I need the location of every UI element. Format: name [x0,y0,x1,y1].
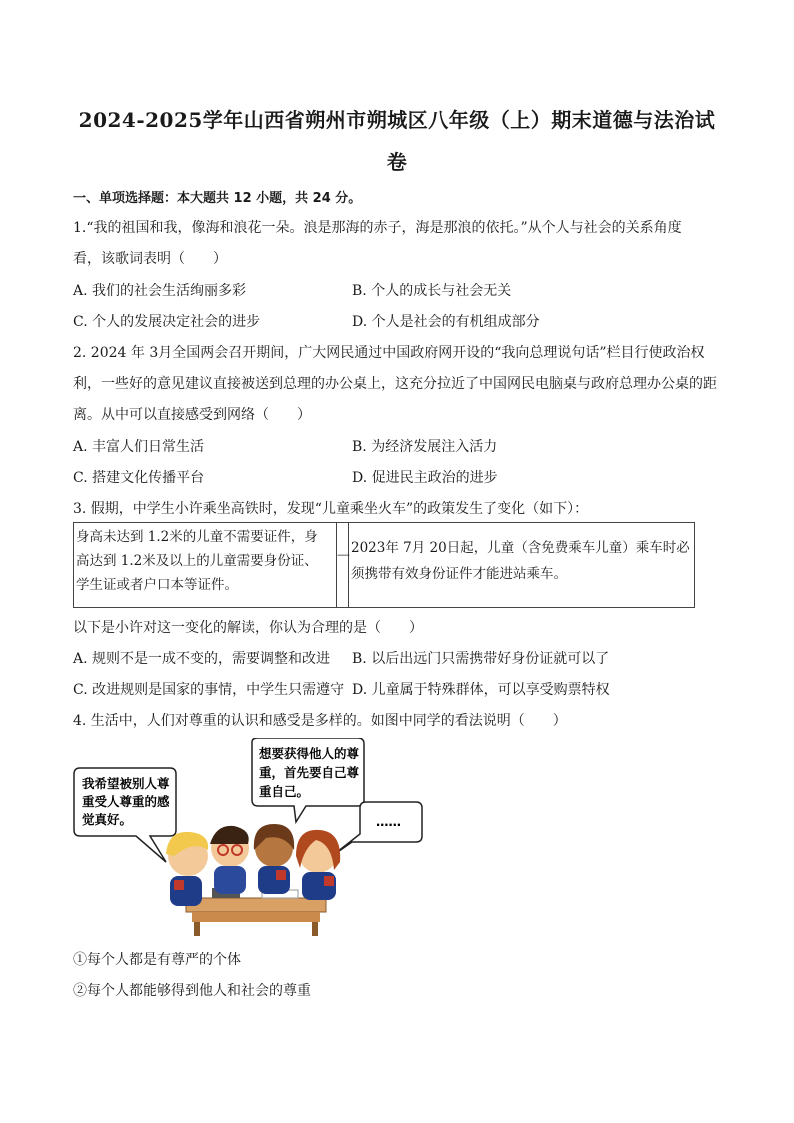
q2-option-b: B. 为经济发展注入活力 [352,439,498,455]
old-rule-cell [74,523,337,608]
q2-stem-line3: 离。从中可以直接感受到网络（ ） [73,407,311,423]
right-arrow-icon: ⟶ [337,551,350,561]
student-redhead [296,830,340,900]
new-rule-line: 须携带有效身份证件才能进站乘车。 [351,566,567,582]
old-rule-line: 高达到 1.2米及以上的儿童需要身份证、 [76,553,318,569]
q3-option-a: A. 规则不是一成不变的，需要调整和改进 [73,651,331,667]
new-rule-line: 2023年 7月 20日起，儿童（含免费乘车儿童）乘车时必 [351,540,690,556]
policy-change-table [73,522,695,608]
student-blonde [166,832,208,906]
q3-stem-line1: 3. 假期，中学生小许乘坐高铁时，发现“儿童乘坐火车”的政策发生了变化（如下）： [73,501,589,517]
speech-bubble-right [332,802,422,856]
q4-stem-line1: 4. 生活中，人们对尊重的认识和感受是多样的。如图中同学的看法说明（ ） [73,713,567,729]
student-glasses [210,826,249,894]
q2-option-d: D. 促进民主政治的进步 [352,470,498,486]
q3-option-b: B. 以后出远门只需携带好身份证就可以了 [352,651,610,667]
speech-bubble-middle [252,738,364,822]
arrow-cell [337,523,349,608]
q2-stem-line1: 2. 2024 年 3月全国两会召开期间，广大网民通过中国政府网开设的“我向总理说句话”栏目行使政治权 [73,345,705,361]
q2-stem-line2: 利，一些好的意见建议直接被送到总理的办公桌上，这充分拉近了中国网民电脑桌与政府总理办公桌的距 [73,376,717,392]
q1-stem-line2: 看，该歌词表明（ ） [73,251,227,267]
exam-title-line1: 2024-2025学年山西省朔州市朔城区八年级（上）期末道德与法治试 [78,108,716,132]
section-heading [73,187,361,206]
bubble-left-line: 重受人尊重的感 [82,794,170,809]
q1-option-c: C. 个人的发展决定社会的进步 [73,314,261,330]
section-prefix: 一、单项选择题： [73,191,178,206]
bubble-middle-line: 想要获得他人的尊 [259,746,360,761]
q1-option-b: B. 个人的成长与社会无关 [352,283,512,299]
q2-option-a: A. 丰富人们日常生活 [73,439,205,455]
q4-statement-2: ②每个人都能够得到他人和社会的尊重 [73,983,311,999]
new-rule-cell [349,523,695,608]
bubble-middle-line: 重自己。 [259,784,310,799]
bubble-middle-line: 重，首先要自己尊 [259,765,360,780]
q3-option-c: C. 改进规则是国家的事情，中学生只需遵守 [73,682,345,698]
q1-option-a: A. 我们的社会生活绚丽多彩 [73,283,247,299]
q1-stem-line1: 1.“我的祖国和我，像海和浪花一朵。浪是那海的赤子，海是那浪的依托。”从个人与社会的关系角度 [73,220,682,236]
q3-question: 以下是小许对这一变化的解读，你认为合理的是（ ） [73,620,423,636]
q1-option-d: D. 个人是社会的有机组成部分 [352,314,540,330]
q4-statement-1: ①每个人都是有尊严的个体 [73,952,241,968]
section-description: 本大题共 12 小题，共 24 分。 [177,191,362,206]
old-rule-line: 身高未达到 1.2米的儿童不需要证件，身 [76,529,318,545]
students-discussion-illustration [70,738,430,938]
bubble-left-line: 觉真好。 [82,812,133,827]
q2-option-c: C. 搭建文化传播平台 [73,470,205,486]
student-curly [254,824,294,894]
bubble-left-line: 我希望被别人尊 [82,776,170,791]
speech-bubble-left [74,768,176,862]
old-rule-line: 学生证或者户口本等证件。 [76,577,238,593]
exam-title-line2: 卷 [386,150,408,174]
q3-option-d: D. 儿童属于特殊群体，可以享受购票特权 [352,682,610,698]
bubble-right-text: …… [376,814,401,829]
